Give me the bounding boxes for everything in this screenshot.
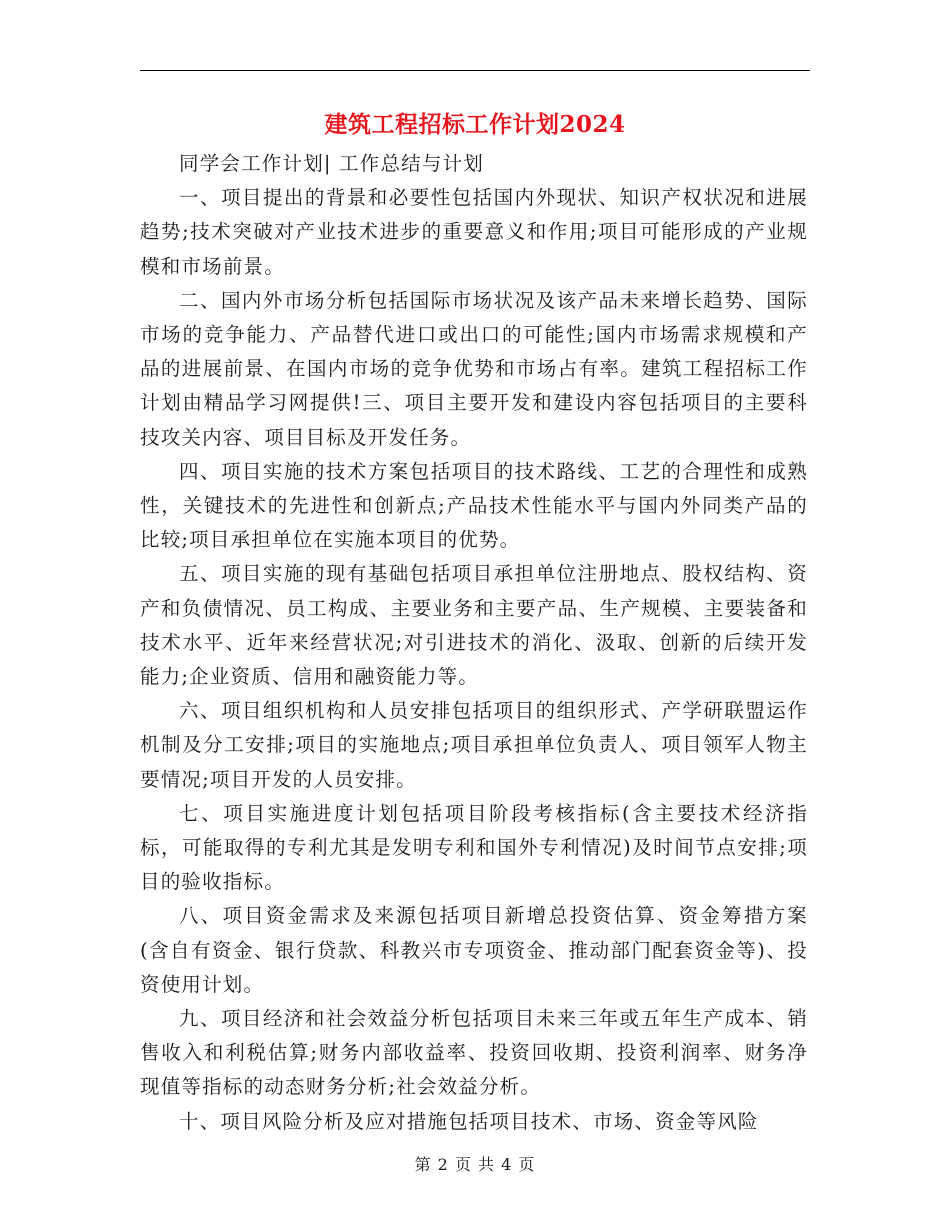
footer-total-pages: 4	[501, 1155, 513, 1174]
footer-suffix: 页	[518, 1155, 536, 1174]
paragraph-8: 八、项目资金需求及来源包括项目新增总投资估算、资金筹措方案(含自有资金、银行贷款、科教兴市专项资金、推动部门配套资金等)、投资使用计划。	[140, 904, 808, 996]
header-rule	[140, 70, 810, 71]
paragraph-9: 九、项目经济和社会效益分析包括项目未来三年或五年生产成本、销售收入和利税估算;财务内部收益率、投资回收期、投资利润率、财务净现值等指标的动态财务分析;社会效益分析。	[140, 1007, 808, 1099]
document-title: 建筑工程招标工作计划2024	[324, 111, 626, 138]
paragraph-10: 十、项目风险分析及应对措施包括项目技术、市场、资金等风险	[179, 1109, 759, 1133]
footer-current-page: 2	[437, 1155, 449, 1174]
paragraph-4: 四、项目实施的技术方案包括项目的技术路线、工艺的合理性和成熟性，关键技术的先进性和创新点;产品技术性能水平与国内外同类产品的比较;项目承担单位在实施本项目的优势。	[140, 459, 808, 552]
page-footer	[0, 1153, 950, 1177]
paragraph-6: 六、项目组织机构和人员安排包括项目的组织形式、产学研联盟运作机制及分工安排;项目的实施地点;项目承担单位负责人、项目领军人物主要情况;项目开发的人员安排。	[140, 699, 808, 791]
paragraph-1: 一、项目提出的背景和必要性包括国内外现状、知识产权状况和进展趋势;技术突破对产业技术进步的重要意义和作用;项目可能形成的产业规模和市场前景。	[140, 186, 808, 278]
paragraph-5: 五、项目实施的现有基础包括项目承担单位注册地点、股权结构、资产和负债情况、员工构成、主要业务和主要产品、生产规模、主要装备和技术水平、近年来经营状况;对引进技术的消化、汲取、创新的后续开发能力;企业资质、信用和融资能力等。	[140, 562, 808, 689]
paragraph-7: 七、项目实施进度计划包括项目阶段考核指标(含主要技术经济指标，可能取得的专利尤其是发明专利和国外专利情况)及时间节点安排;项目的验收指标。	[140, 801, 808, 894]
footer-prefix: 第	[414, 1155, 432, 1174]
paragraph-subtitle: 同学会工作计划| 工作总结与计划	[179, 152, 484, 175]
document-body	[140, 147, 808, 1139]
paragraph-2: 二、国内外市场分析包括国际市场状况及该产品未来增长趋势、国际市场的竞争能力、产品替代进口或出口的可能性;国内市场需求规模和产品的进展前景、在国内市场的竞争优势和市场占有率。建筑工程招标工作计划由精品学习网提供!三、项目主要开发和建设内容包括项目的主要科技攻关内容、项目目标及开发任务。	[140, 288, 808, 449]
footer-middle: 页 共	[454, 1155, 496, 1174]
